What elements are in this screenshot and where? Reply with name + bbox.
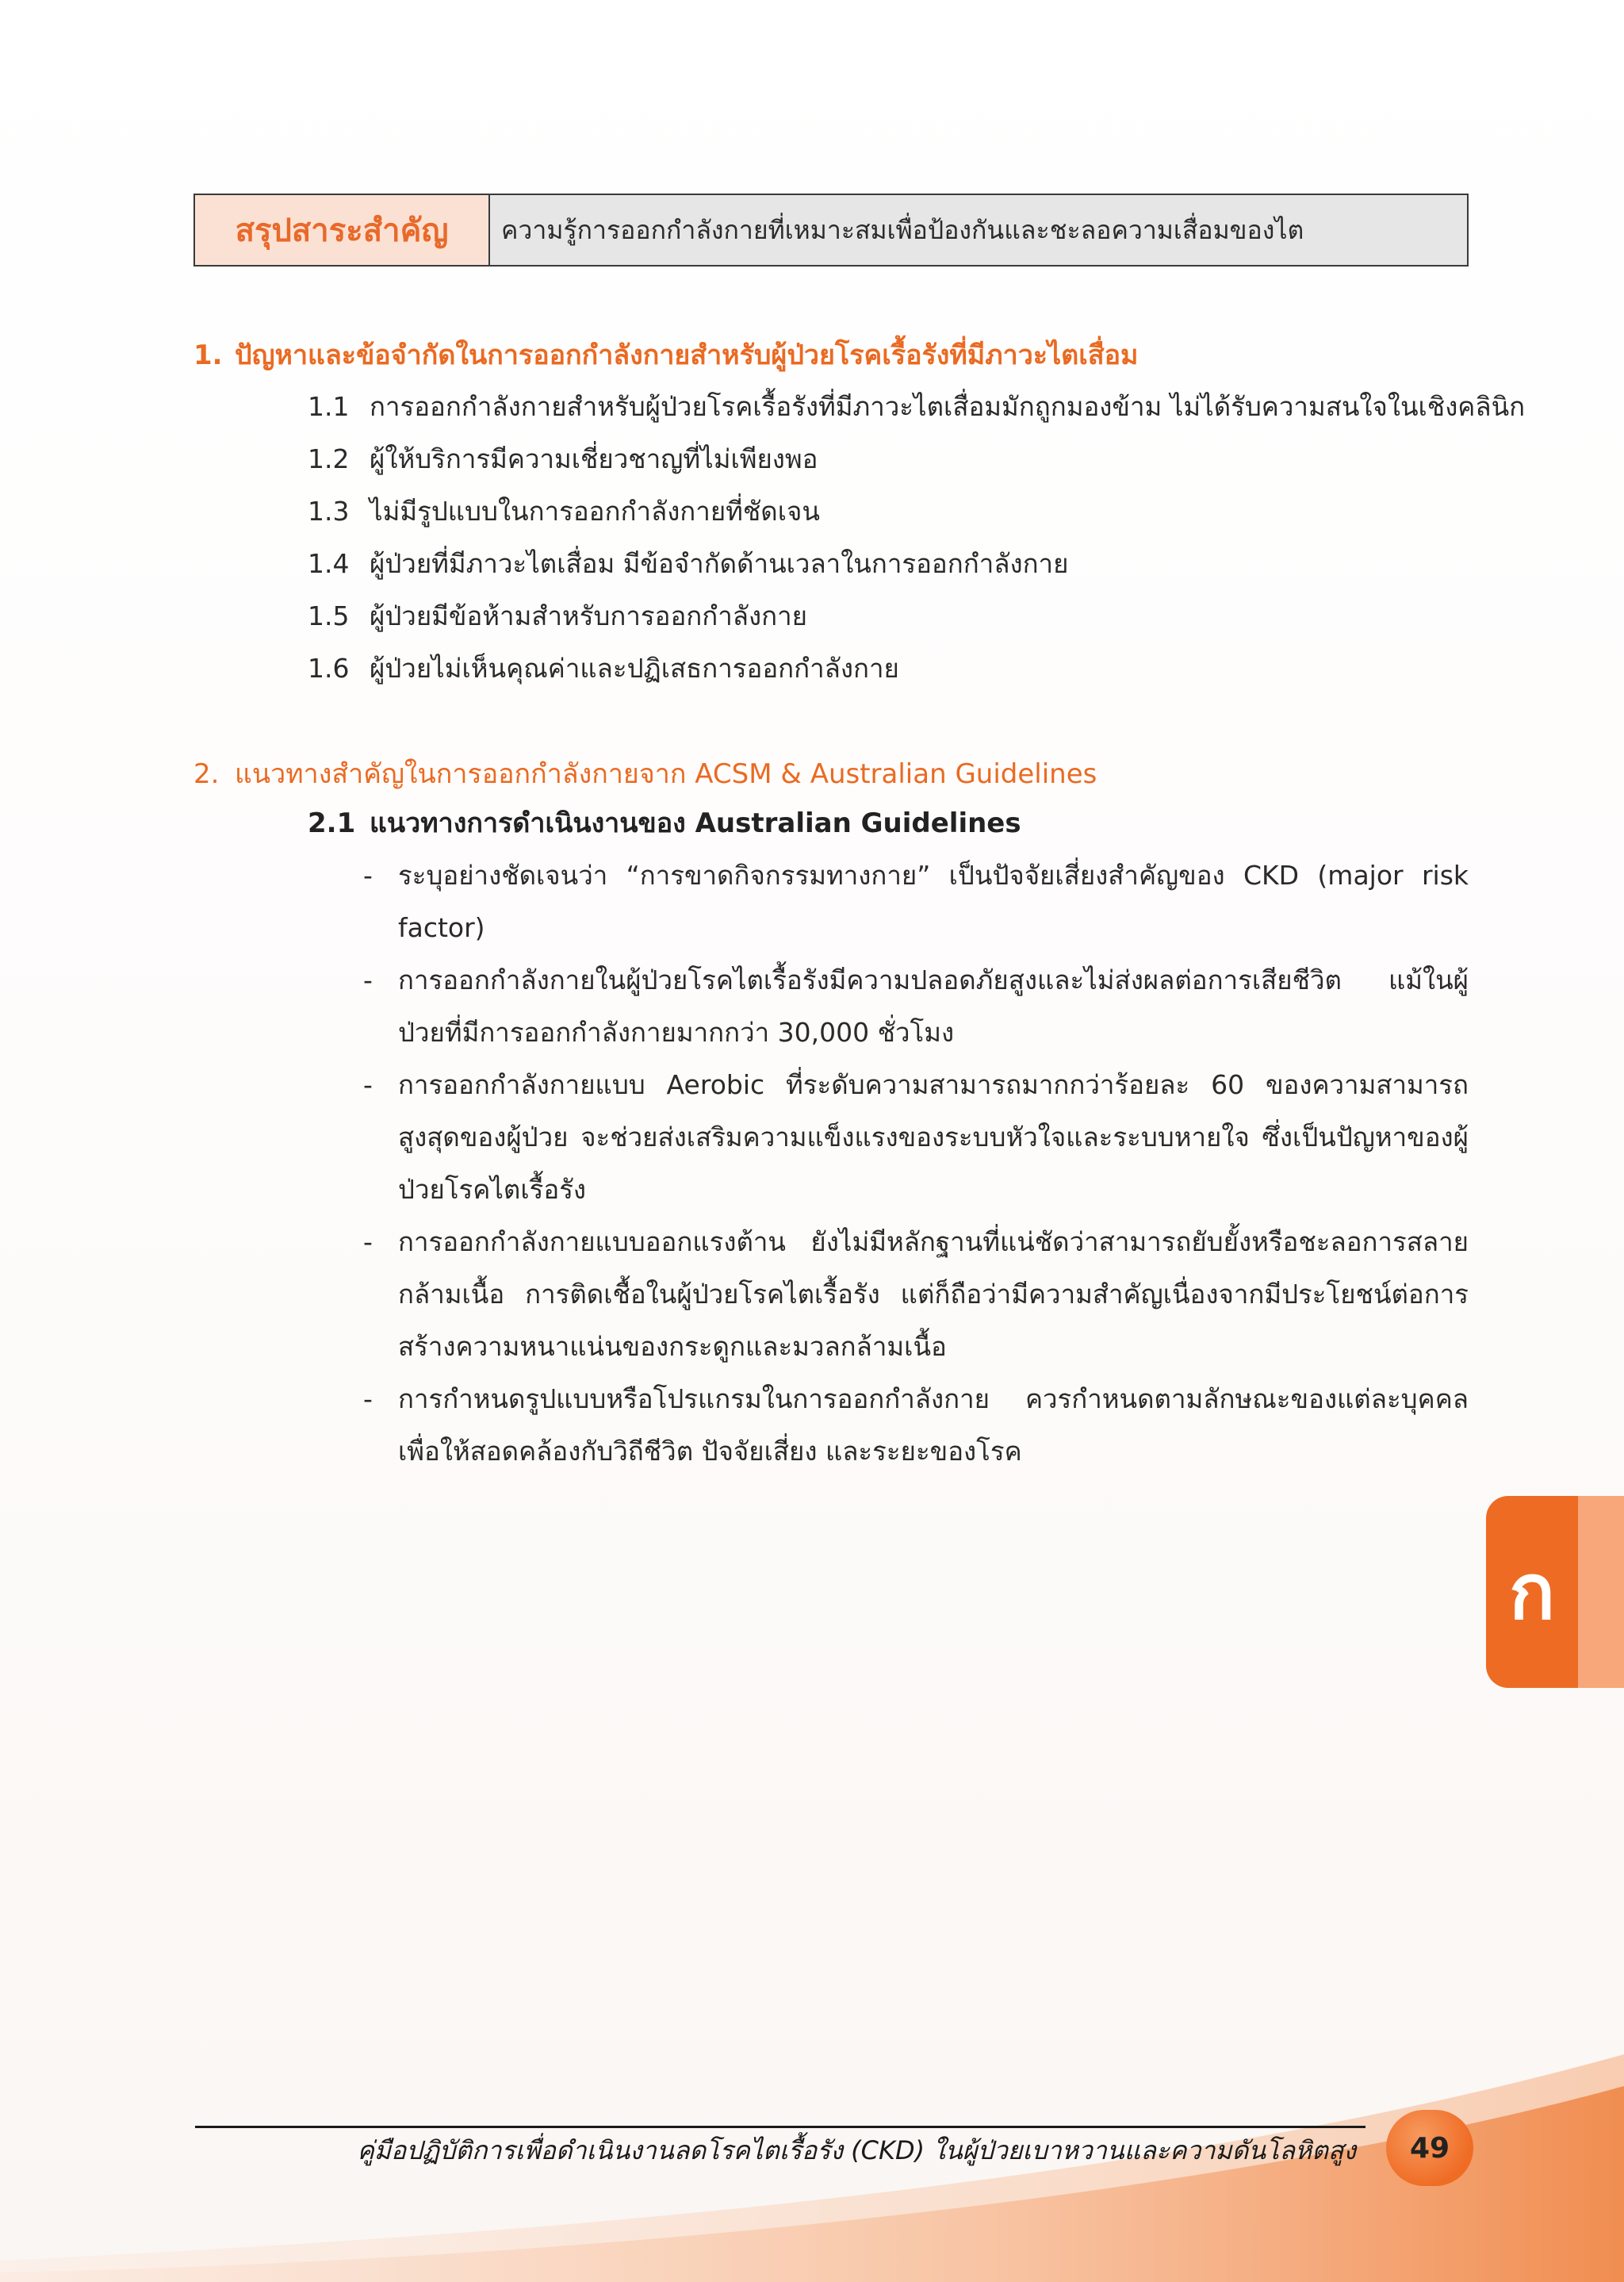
item-number: 1.5 [308,600,350,631]
section-1-number: 1. [193,339,223,371]
item-text: ผู้ป่วยที่มีภาวะไตเสื่อม มีข้อจำกัดด้านเวลาในการออกกำลังกาย [370,548,1069,579]
section-1-item [308,438,818,480]
item-text: ผู้ป่วยมีข้อห้ามสำหรับการออกกำลังกาย [370,600,807,631]
dash-bullet: - [363,1069,373,1100]
section-1-title: ปัญหาและข้อจำกัดในการออกกำลังกายสำหรับผู้ป่วยโรคเรื้อรังที่มีภาวะไตเสื่อม [235,339,1139,371]
bullet-text: การออกกำลังกายแบบ Aerobic ที่ระดับความสามารถมากกว่าร้อยละ 60 ของความสามารถสูงสุดของผู้ป่วย จะช่วยส่งเสริมความแข็งแรงของระบบหัวใจและระบบหายใจ ซึ่งเป็นปัญหาของผู้ป่วยโรคไตเรื้อรัง [398,1069,1469,1205]
chapter-tab [1486,1496,1624,1688]
bullet-item [363,954,1469,1059]
bullet-text: การกำหนดรูปแบบหรือโปรแกรมในการออกกำลังกาย ควรกำหนดตามลักษณะของแต่ละบุคคลเพื่อให้สอดคล้องกับวิถีชีวิต ปัจจัยเสี่ยง และระยะของโรค [398,1383,1469,1467]
item-text: ผู้ให้บริการมีความเชี่ยวชาญที่ไม่เพียงพอ [370,443,818,474]
footer-title: คู่มือปฏิบัติการเพื่อดำเนินงานลดโรคไตเรื้อรัง (CKD) ในผู้ป่วยเบาหวานและความดันโลหิตสูง [357,2135,1356,2165]
dash-bullet: - [363,1383,373,1414]
dash-bullet: - [363,1226,373,1257]
item-text: ผู้ป่วยไม่เห็นคุณค่าและปฏิเสธการออกกำลังกาย [370,653,899,684]
subsection-number: 2.1 [308,807,356,839]
chapter-tab-stripe [1578,1496,1624,1688]
bullet-item [363,850,1469,954]
bullet-item [363,1059,1469,1216]
section-1-item [308,490,820,532]
section-1-item [308,647,899,689]
bullet-item [363,1216,1469,1373]
section-2-number: 2. [193,758,220,790]
section-2-title: แนวทางสำคัญในการออกกำลังกายจาก ACSM & Australian Guidelines [235,758,1097,790]
item-number: 1.2 [308,443,350,474]
item-text: ไม่มีรูปแบบในการออกกำลังกายที่ชัดเจน [370,496,820,527]
item-number: 1.4 [308,548,350,579]
page-number-badge: 49 [1386,2110,1473,2186]
subsection-2-1-heading [308,801,1021,844]
item-number: 1.3 [308,496,350,527]
bullet-text: ระบุอย่างชัดเจนว่า “การขาดกิจกรรมทางกาย” เป็นปัจจัยเสี่ยงสำคัญของ CKD (major risk factor) [398,860,1469,943]
item-number: 1.1 [308,391,350,422]
summary-label: สรุปสาระสำคัญ [195,195,490,265]
item-text: การออกกำลังกายสำหรับผู้ป่วยโรคเรื้อรังที่มีภาวะไตเสื่อมมักถูกมองข้าม ไม่ได้รับความสนใจในเชิงคลินิก [370,391,1526,422]
section-1-item [308,385,1525,428]
bullet-text: การออกกำลังกายในผู้ป่วยโรคไตเรื้อรังมีความปลอดภัยสูงและไม่ส่งผลต่อการเสียชีวิต แม้ในผู้ป่วยที่มีการออกกำลังกายมากกว่า 30,000 ชั่วโมง [398,965,1469,1048]
item-number: 1.6 [308,653,350,684]
section-1-item [308,543,1068,585]
section-1-item [308,595,807,637]
subsection-title: แนวทางการดำเนินงานของ Australian Guidelines [370,807,1021,839]
dash-bullet: - [363,965,373,995]
dash-bullet: - [363,860,373,891]
chapter-tab-letter: ก [1486,1496,1578,1688]
summary-text: ความรู้การออกกำลังกายที่เหมาะสมเพื่อป้องกันและชะลอความเสื่อมของไต [490,195,1467,265]
section-2-heading [193,752,1097,795]
section-1-heading [193,333,1138,376]
bullet-text: การออกกำลังกายแบบออกแรงต้าน ยังไม่มีหลักฐานที่แน่ชัดว่าสามารถยับยั้งหรือชะลอการสลายกล้ามเนื้อ การติดเชื้อในผู้ป่วยโรคไตเรื้อรัง แต่ก็ถือว่ามีความสำคัญเนื่องจากมีประโยชน์ต่อการสร้างความหนาแน่นของกระดูกและมวลกล้ามเนื้อ [398,1226,1469,1362]
summary-box [193,194,1469,267]
footer-rule [195,2126,1365,2128]
bullet-item [363,1373,1469,1478]
